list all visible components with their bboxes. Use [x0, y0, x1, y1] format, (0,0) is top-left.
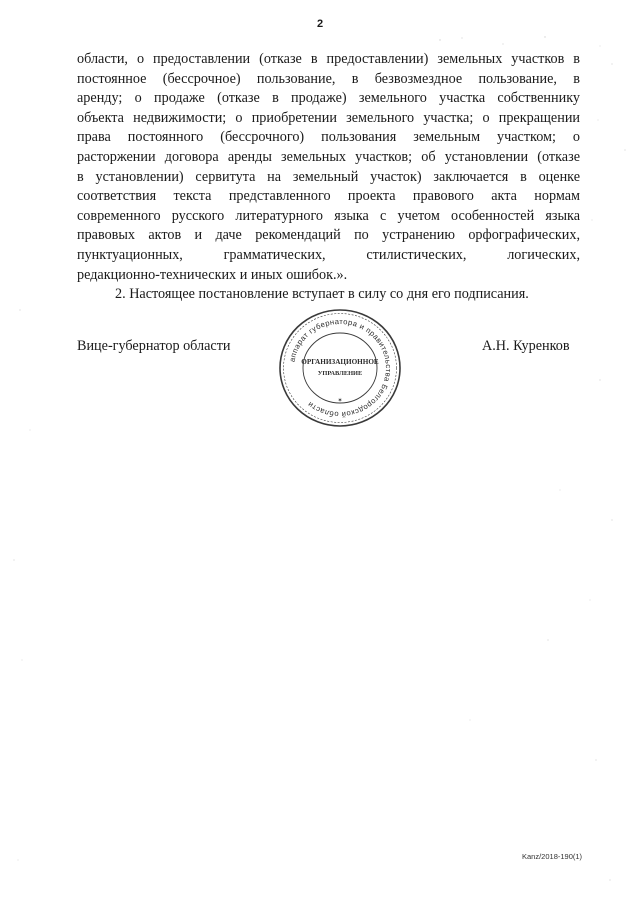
paragraph-1 — [77, 50, 580, 285]
text-line: области, о предоставлении (отказе в предоставлении) земельных участков в — [77, 51, 580, 67]
text-line: аренду; о продаже (отказе в продаже) земельного участка собственнику — [77, 90, 580, 107]
text-line: правовых актов и даче рекомендаций по устранению орфографических, — [77, 227, 580, 244]
seal-ring-text: аппарат губернатора и правительства Белгородской области — [287, 316, 394, 420]
text-line: права постоянного (бессрочного) пользования земельным участком; о — [77, 129, 580, 146]
document-body — [77, 50, 580, 305]
text-line: объекта недвижимости; о приобретении земельного участка; о прекращении — [77, 109, 580, 126]
text-line: постоянное (бессрочное) пользование, в безвозмездное пользование, в — [77, 70, 580, 87]
seal-star-icon: ✶ — [337, 397, 343, 404]
text-line: в установлении) сервитута на земельный участок) заключается в оценке — [77, 168, 580, 185]
text-line: современного русского литературного языка с учетом особенностей языка — [77, 207, 580, 224]
text-line: расторжении договора аренды земельных участков; об установлении (отказе — [77, 148, 580, 165]
official-seal — [276, 306, 404, 430]
text-line: редакционно-технических и иных ошибок.». — [77, 266, 348, 283]
page-number: 2 — [316, 18, 324, 30]
document-code: Kanz/2018-190(1) — [522, 852, 583, 861]
signatory-title: Вице-губернатор области — [77, 338, 231, 354]
seal-center-line-1: ОРГАНИЗАЦИОННОЕ — [301, 358, 379, 366]
seal-center-line-2: УПРАВЛЕНИЕ — [317, 370, 363, 377]
signatory-name: А.Н. Куренков — [482, 338, 570, 354]
paragraph-2: 2. Настоящее постановление вступает в силу со дня его подписания. — [115, 286, 529, 303]
text-line: пунктуационных, грамматических, стилистических, логических, — [77, 246, 580, 263]
text-line: соответствия текста представленного проекта правового акта нормам — [77, 188, 580, 205]
